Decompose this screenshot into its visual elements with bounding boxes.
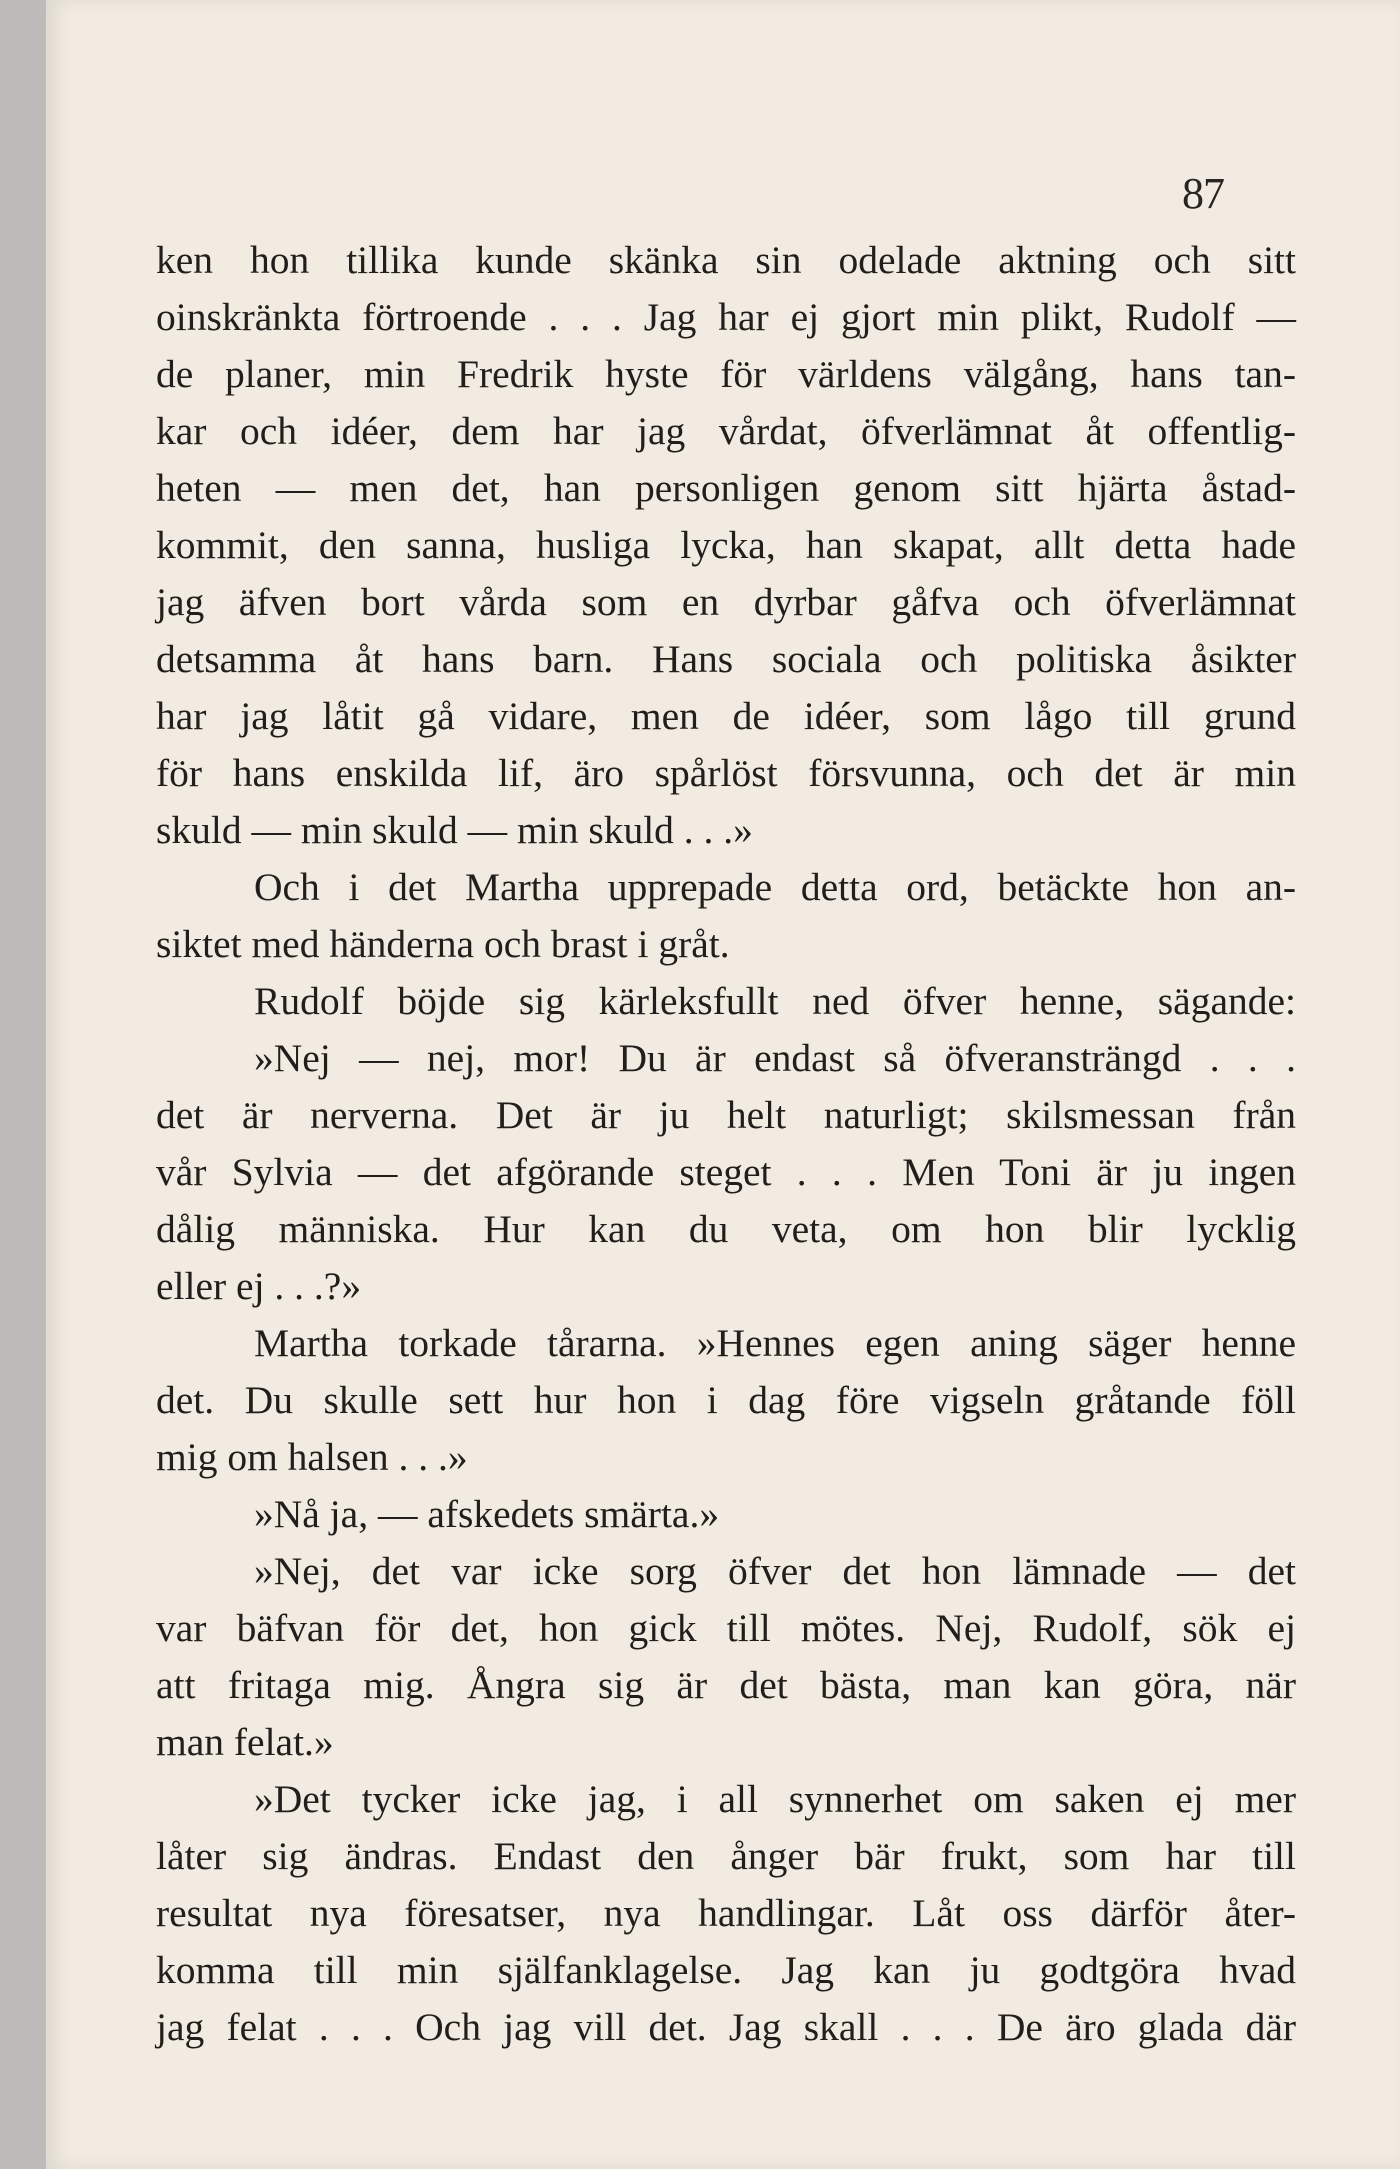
text-line: mig om halsen . . .»: [156, 1435, 468, 1479]
text-line: var bäfvan för det, hon gick till mötes. Nej, Rudolf, sök ej: [156, 1606, 1296, 1650]
text-line: att fritaga mig. Ångra sig är det bästa, man kan göra, när: [156, 1663, 1296, 1707]
text-line: det. Du skulle sett hur hon i dag före vigseln gråtande föll: [156, 1378, 1296, 1422]
text-line: Och i det Martha upprepade detta ord, betäckte hon an-: [254, 865, 1296, 909]
text-line: dålig människa. Hur kan du veta, om hon blir lycklig: [156, 1207, 1296, 1251]
text-line: jag felat . . . Och jag vill det. Jag skall . . . De äro glada där: [156, 2005, 1296, 2049]
body-text: [156, 232, 1296, 2056]
text-line: kar och idéer, dem har jag vårdat, öfverlämnat åt offentlig-: [156, 409, 1296, 453]
text-line: siktet med händerna och brast i gråt.: [156, 922, 730, 966]
text-line: jag äfven bort vårda som en dyrbar gåfva och öfverlämnat: [156, 580, 1296, 624]
text-line: eller ej . . .?»: [156, 1264, 362, 1308]
text-line: oinskränkta förtroende . . . Jag har ej gjort min plikt, Rudolf —: [156, 295, 1296, 339]
page-number: 87: [1182, 169, 1224, 218]
text-line: kommit, den sanna, husliga lycka, han skapat, allt detta hade: [156, 523, 1296, 567]
text-line: har jag låtit gå vidare, men de idéer, som lågo till grund: [156, 694, 1296, 738]
text-line: Martha torkade tårarna. »Hennes egen aning säger henne: [254, 1321, 1296, 1365]
book-page: [46, 0, 1400, 2169]
text-line: detsamma åt hans barn. Hans sociala och politiska åsikter: [156, 637, 1296, 681]
text-line: »Det tycker icke jag, i all synnerhet om saken ej mer: [254, 1777, 1296, 1821]
text-line: det är nerverna. Det är ju helt naturligt; skilsmessan från: [156, 1093, 1296, 1137]
text-line: »Nå ja, — afskedets smärta.»: [254, 1492, 720, 1536]
text-line: »Nej, det var icke sorg öfver det hon lämnade — det: [254, 1549, 1296, 1593]
text-line: komma till min själfanklagelse. Jag kan ju godtgöra hvad: [156, 1948, 1296, 1992]
text-line: man felat.»: [156, 1720, 334, 1764]
text-line: vår Sylvia — det afgörande steget . . . Men Toni är ju ingen: [156, 1150, 1296, 1194]
text-line: skuld — min skuld — min skuld . . .»: [156, 808, 753, 852]
text-line: resultat nya föresatser, nya handlingar. Låt oss därför åter-: [156, 1891, 1296, 1935]
text-line: för hans enskilda lif, äro spårlöst försvunna, och det är min: [156, 751, 1296, 795]
text-line: låter sig ändras. Endast den ånger bär frukt, som har till: [156, 1834, 1296, 1878]
text-line: Rudolf böjde sig kärleksfullt ned öfver henne, sägande:: [254, 979, 1296, 1023]
text-line: »Nej — nej, mor! Du är endast så öfveransträngd . . .: [254, 1036, 1296, 1080]
text-line: ken hon tillika kunde skänka sin odelade aktning och sitt: [156, 238, 1296, 282]
text-line: heten — men det, han personligen genom sitt hjärta åstad-: [156, 466, 1296, 510]
text-line: de planer, min Fredrik hyste för världens välgång, hans tan-: [156, 352, 1296, 396]
